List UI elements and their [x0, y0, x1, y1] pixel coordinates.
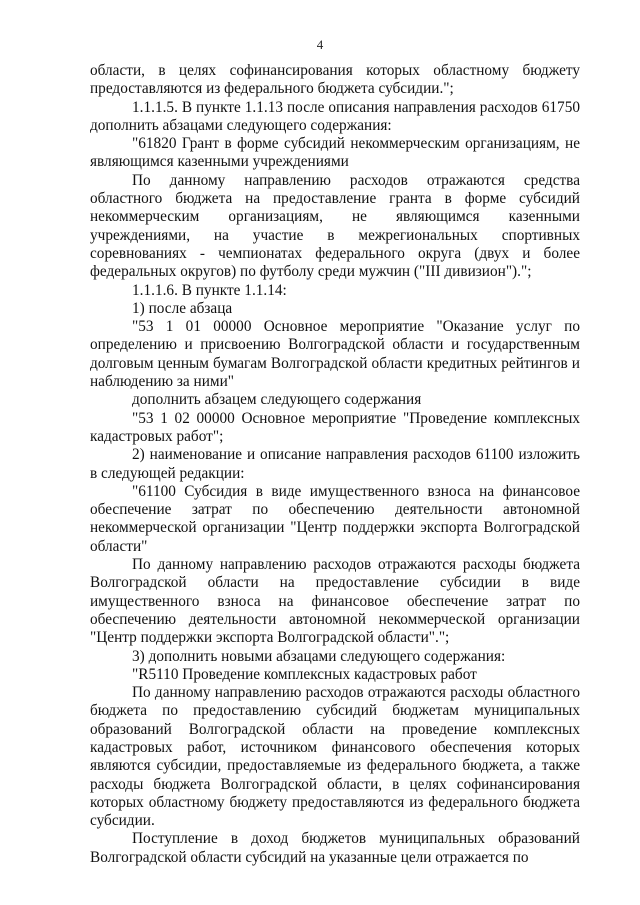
paragraph-5: 1.1.1.6. В пункте 1.1.14: [132, 281, 287, 299]
paragraph-2: 1.1.1.5. В пункте 1.1.13 после описания направления расходов 61750 дополнить абзацами следующего содержания: [90, 98, 580, 134]
paragraph-4: По данному направлению расходов отражаются средства областного бюджета на предоставление гранта в форме субсидий некоммерческим организациям, не являющимся казенными учреждениями, на участие в межрегиональных спортивных соревнованиях - чемпионатах федерального округа (двух и более федеральных округов) по футболу среди мужчин ("III дивизион")."; [90, 171, 580, 281]
paragraph-7: "53 1 01 00000 Основное мероприятие "Оказание услуг по определению и присвоению Волгоградской области и государственным долговым ценным бумагам Волгоградской области кредитных рейтингов и наблюдению за ними" [90, 318, 580, 391]
paragraph-9: "53 1 02 00000 Основное мероприятие "Проведение комплексных кадастровых работ"; [90, 409, 580, 445]
paragraph-3: "61820 Грант в форме субсидий некоммерческим организациям, не являющимся казенными учреждениями [90, 135, 580, 171]
paragraph-14: "R5110 Проведение комплексных кадастровых работ [132, 665, 477, 683]
paragraph-16: Поступление в доход бюджетов муниципальных образований Волгоградской области субсидий на указанные цели отражается по [90, 830, 580, 866]
paragraph-1: области, в целях софинансирования которых областному бюджету предоставляются из федерального бюджета субсидии."; [90, 62, 580, 98]
paragraph-6: 1) после абзаца [132, 299, 233, 317]
paragraph-10: 2) наименование и описание направления расходов 61100 изложить в следующей редакции: [90, 446, 580, 482]
document-body [90, 62, 580, 867]
paragraph-15: По данному направлению расходов отражаются расходы областного бюджета по предоставлению субсидий бюджетам муниципальных образований Волгоградской области на проведение комплексных кадастровых работ, источником финансового обеспечения которых являются субсидии, предоставляемые из федерального бюджета, а также расходы бюджета Волгоградской области, в целях софинансирования которых областному бюджету предоставляются из федерального бюджета субсидии. [90, 684, 580, 830]
paragraph-13: 3) дополнить новыми абзацами следующего содержания: [132, 647, 506, 665]
paragraph-12: По данному направлению расходов отражаются расходы бюджета Волгоградской области на предоставление субсидии в виде имущественного взноса на финансовое обеспечение затрат по обеспечению деятельности автономной некоммерческой организации "Центр поддержки экспорта Волгоградской области"."; [90, 556, 580, 647]
paragraph-11: "61100 Субсидия в виде имущественного взноса на финансовое обеспечение затрат по обеспечению деятельности автономной некоммерческой организации "Центр поддержки экспорта Волгоградской области" [90, 482, 580, 555]
page-number: 4 [316, 37, 324, 52]
paragraph-8: дополнить абзацем следующего содержания [132, 391, 422, 409]
